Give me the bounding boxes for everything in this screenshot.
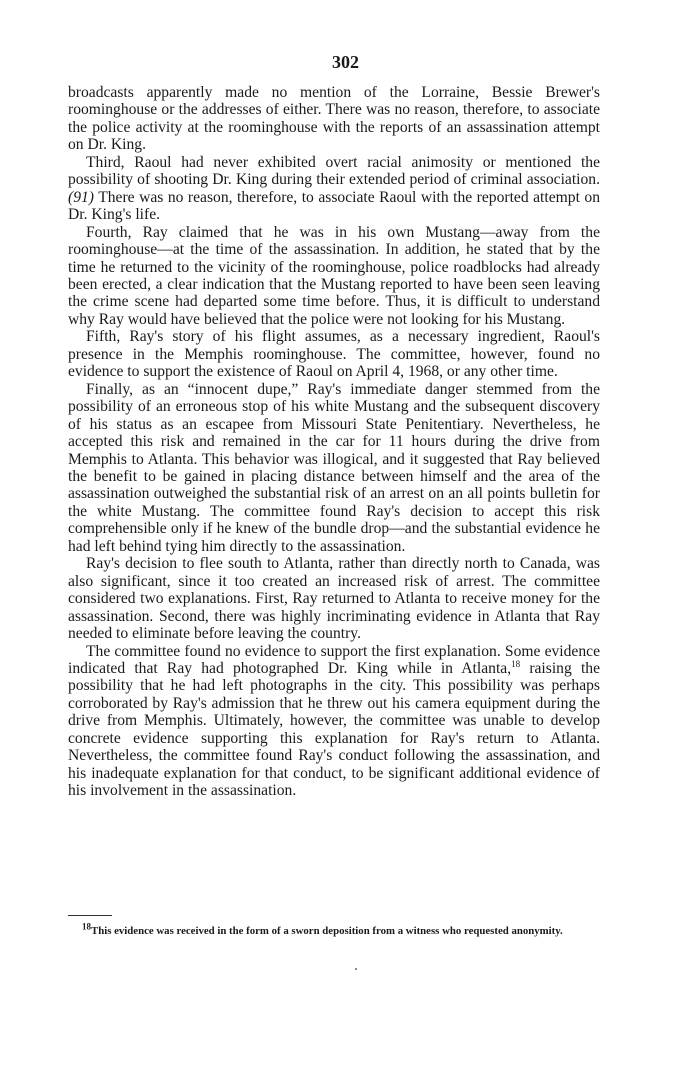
paragraph-2-tail: There was no reason, therefore, to associate Raoul with the reported attempt on Dr. King's life. — [68, 188, 600, 224]
paragraph-4: Fifth, Ray's story of his flight assumes, as a necessary ingredient, Raoul's presence in the Memphis roominghouse. The committee, however, found no evidence to support the existence of Raoul on April 4, 1968, or any other time. — [68, 328, 600, 381]
footnote-reference: 18 — [511, 658, 521, 669]
paragraph-6: Ray's decision to flee south to Atlanta, rather than directly north to Canada, was also significant, since it too created an increased risk of arrest. The committee considered two explanations. First, Ray returned to Atlanta to receive money for the assassination. Second, there was highly incriminating evidence in Atlanta that Ray needed to eliminate before leaving the country. — [68, 555, 600, 643]
page-speck — [355, 968, 357, 970]
paragraph-1: broadcasts apparently made no mention of the Lorraine, Bessie Brewer's roominghouse or the addresses of either. There was no reason, therefore, to associate the police activity at the roominghouse with the reports of an assassination attempt on Dr. King. — [68, 84, 600, 154]
citation-91: (91) — [68, 188, 94, 206]
body-text — [68, 84, 600, 800]
paragraph-3: Fourth, Ray claimed that he was in his own Mustang—away from the roominghouse—at the time of the assassination. In addition, he stated that by the time he returned to the vicinity of the roominghouse, police roadblocks had already been erected, a clear indication that the Mustang reported to have been seen leaving the crime scene had departed some time before. Thus, it is difficult to understand why Ray would have believed that the police were not looking for his Mustang. — [68, 223, 600, 328]
paragraph-5: Finally, as an “innocent dupe,” Ray's immediate danger stemmed from the possibility of an erroneous stop of his white Mustang and the subsequent discovery of his status as an escapee from Missouri State Penitentiary. Nevertheless, he accepted this risk and remained in the car for 11 hours during the drive from Memphis to Atlanta. This behavior was illogical, and it suggested that Ray believed the benefit to be gained in placing distance between himself and the area of the assassination outweighed the substantial risk of an arrest on an all points bulletin for the white Mustang. The committee found Ray's decision to accept this risk comprehensible only if he knew of the bundle drop—and the substantial evidence he had left behind tying him directly to the assassination. — [68, 380, 600, 555]
paragraph-7-tail: raising the possibility that he had left photographs in the city. This possibility was perhaps corroborated by Ray's admission that he threw out his camera equipment during the drive from Memphis. Ultimately, however, the committee was unable to develop concrete evidence supporting this explanation for Ray's return to Atlanta. Nevertheless, the committee found Ray's conduct following the assassination, and his inadequate explanation for that conduct, to be significant additional evidence of his involvement in the assassination. — [68, 659, 601, 800]
paragraph-7 — [68, 643, 600, 800]
paragraph-7-text: The committee found no evidence to support the first explanation. Some evidence indicated that Ray had photographed Dr. King while in Atlanta, — [68, 642, 600, 677]
page-number: 302 — [332, 52, 359, 72]
paragraph-2-text: Third, Raoul had never exhibited overt racial animosity or mentioned the possibility of shooting Dr. King during their extended period of criminal association. — [68, 153, 600, 189]
footnote — [68, 921, 600, 937]
footnote-text: This evidence was received in the form of a sworn deposition from a witness who requested anonymity. — [91, 925, 563, 937]
footnote-marker: 18 — [82, 921, 91, 932]
footnote-divider — [68, 915, 112, 916]
paragraph-2 — [68, 154, 600, 224]
